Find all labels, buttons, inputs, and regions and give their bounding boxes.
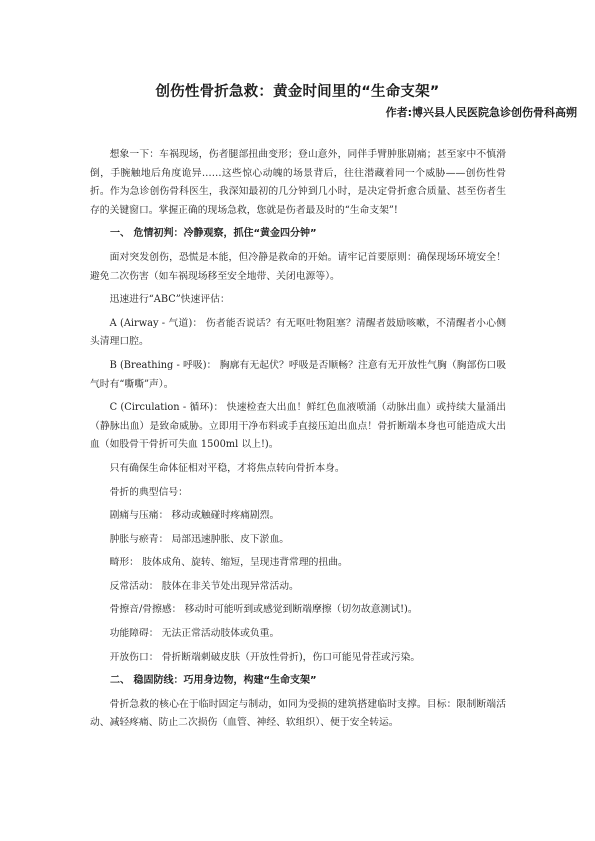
abc-circulation: C (Circulation - 循环)： 快速检查大出血！鲜红色血液喷涌（动脉出血）或持续大量涌出（静脉出血）是致命威胁。立即用干净布料或手直接压迫出血点！骨折断端本身也可能造成大出血（如股骨干骨折可失血 1500ml 以上!)。 [90,402,506,451]
section1-paragraph-2: 迅速进行“ABC”快速评估： [109,294,230,306]
abc-breathing: B (Breathing - 呼吸)： 胸廓有无起伏？呼吸是否顺畅？注意有无开放性气胸（胸部伤口吸气时有“嘶嘶”声）。 [90,359,506,390]
section1-heading: 一、 危情初判：冷静观察，抓住“黄金四分钟” [110,228,317,240]
sign-item: 剧痛与压痛： 移动或触碰时疼痛剧烈。 [109,510,280,522]
sign-item: 反常活动： 肢体在非关节处出现异常活动。 [109,580,299,592]
document-title: 创伤性骨折急救：黄金时间里的“生命支架” [155,84,440,100]
document-body [90,146,506,738]
section1-paragraph-1: 面对突发创伤，恐慌是本能，但冷静是救命的开始。请牢记首要原则：确保现场环境安全！ 避免二次伤害（如车祸现场移至安全地带、关闭电源等）。 [90,251,506,282]
sign-item: 骨擦音/骨擦感： 移动时可能听到或感觉到断端摩擦（切勿故意测试!)。 [109,604,418,616]
section2-heading: 二、 稳固防线：巧用身边物，构建“生命支架” [110,675,317,687]
intro-paragraph: 想象一下：车祸现场，伤者腿部扭曲变形；登山意外，同伴手臂肿胀剧痛；甚至家中不慎滑倒，手腕触地后角度诡异……这些惊心动魄的场景背后，往往潜藏着同一个威胁——创伤性骨折。作为急诊创伤骨科医生，我深知最初的几分钟到几小时，是决定骨折愈合质量、甚至伤者生存的关键窗口。掌握正确的现场急救，您就是伤者最及时的“生命支架”! [90,149,506,216]
signs-heading: 骨折的典型信号： [109,486,188,498]
sign-item: 开放伤口： 骨折断端刺破皮肤（开放性骨折)，伤口可能见骨茬或污染。 [109,651,421,663]
section1-paragraph-3: 只有确保生命体征相对平稳，才将焦点转向骨折本身。 [109,462,345,474]
abc-airway: A (Airway - 气道)： 伤者能否说话？有无呕吐物阻塞？清醒者鼓励咳嗽，不清醒者小心侧头清理口腔。 [90,317,506,348]
section2-paragraph-1: 骨折急救的核心在于临时固定与制动，如同为受损的建筑搭建临时支撑。目标：限制断端活动、减轻疼痛、防止二次损伤（血管、神经、软组织）、便于安全转运。 [90,698,506,729]
document-author: 作者:博兴县人民医院急诊创伤骨科高朔 [385,106,577,119]
sign-item: 肿胀与瘀青： 局部迅速肿胀、皮下淤血。 [109,533,290,545]
sign-item: 畸形： 肢体成角、旋转、缩短，呈现违背常理的扭曲。 [109,557,348,569]
sign-item: 功能障碍： 无法正常活动肢体或负重。 [109,628,280,640]
